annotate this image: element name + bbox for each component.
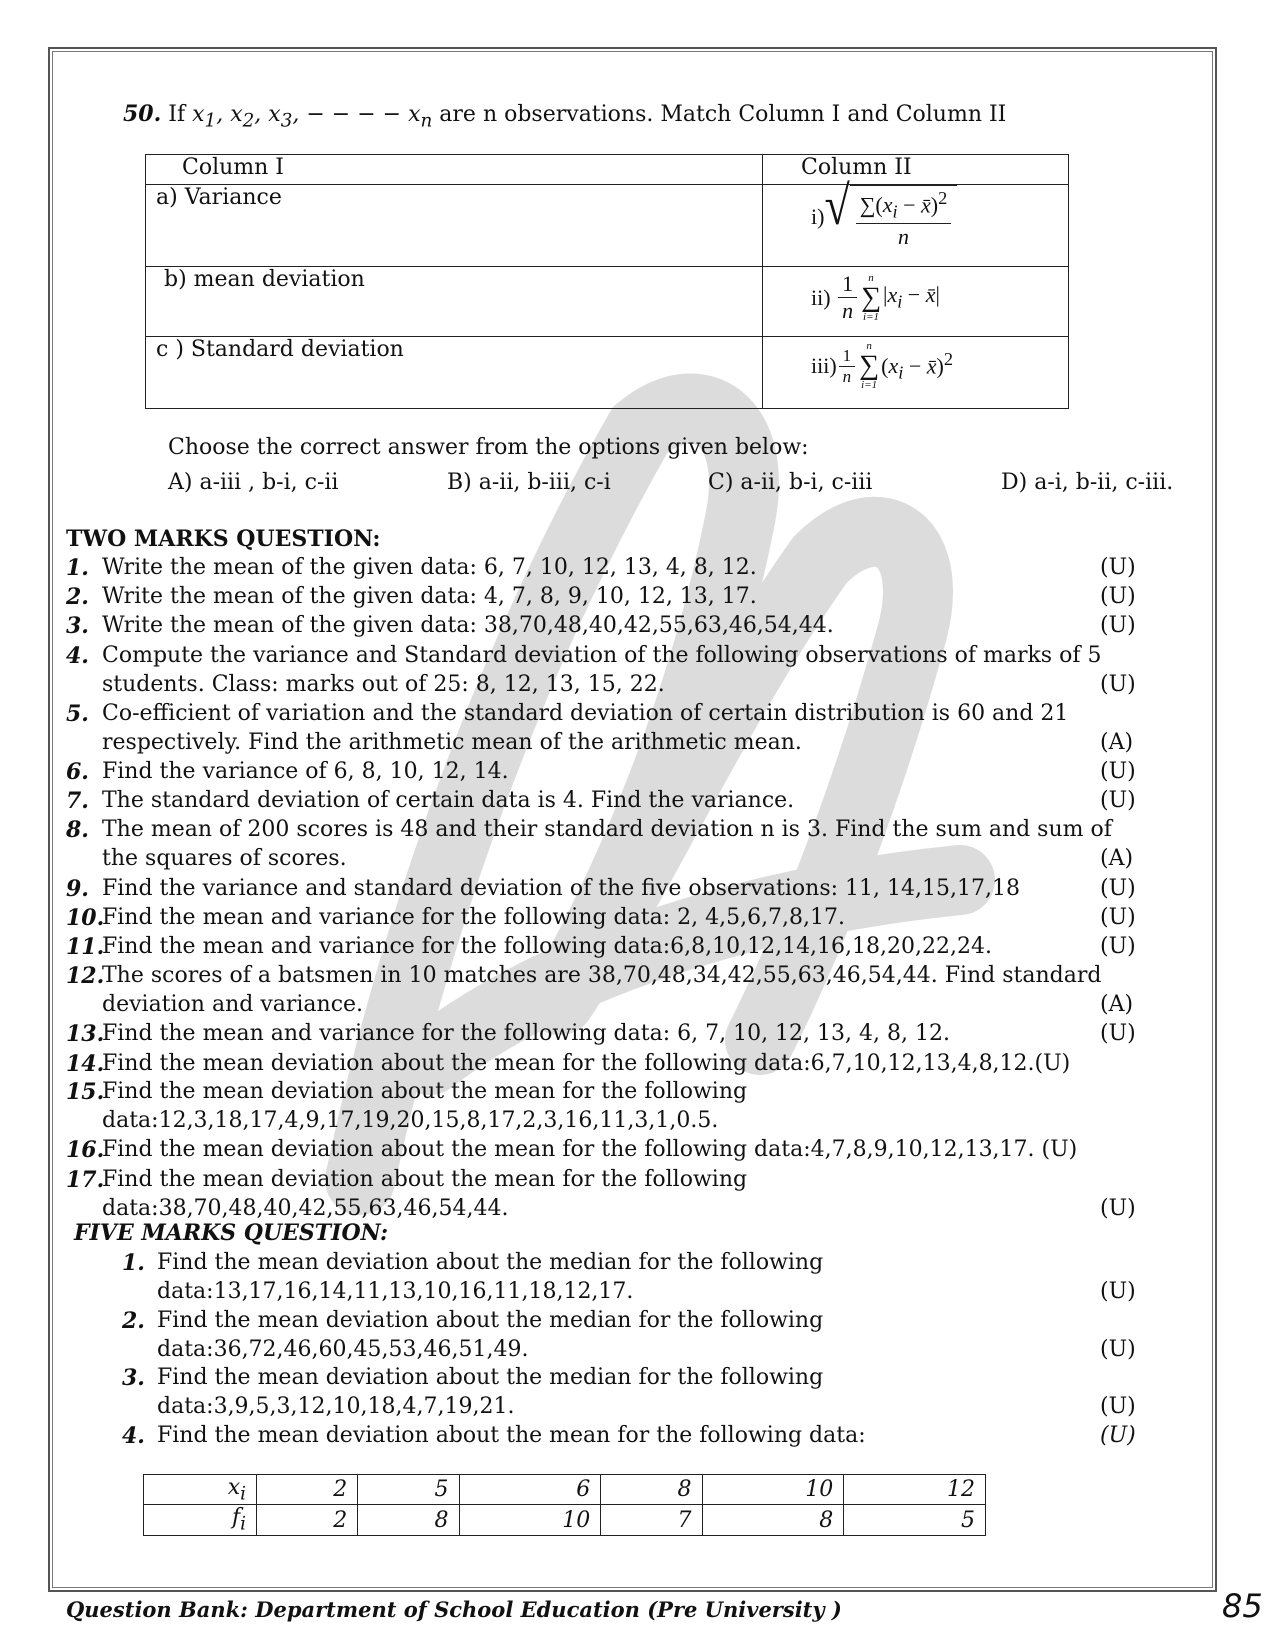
two-marks-question-text: Find the mean deviation about the mean for the following	[102, 1079, 748, 1104]
freq-f-cell: 8	[702, 1505, 844, 1535]
match-table	[145, 154, 1069, 409]
choose-instruction: Choose the correct answer from the options given below:	[168, 435, 809, 460]
five-marks-question-text: Find the mean deviation about the median for the following	[157, 1365, 824, 1390]
two-marks-question-text: Find the variance of 6, 8, 10, 12, 14.	[102, 759, 509, 784]
freq-row-f	[144, 1505, 986, 1535]
two-marks-question-number: 8.	[66, 817, 89, 843]
two-marks-question-mark-badge: (A)	[1100, 846, 1134, 871]
two-marks-question-text: The standard deviation of certain data is 4. Find the variance.	[102, 788, 795, 813]
two-marks-question-mark-badge: (U)	[1100, 613, 1136, 638]
two-marks-question-text: Write the mean of the given data: 4, 7, 8, 9, 10, 12, 13, 17.	[102, 584, 757, 609]
two-marks-question-text: The mean of 200 scores is 48 and their standard deviation n is 3. Find the sum and sum of	[102, 817, 1112, 842]
two-marks-question-mark-badge: (U)	[1100, 584, 1136, 609]
two-marks-question-text: Co-efficient of variation and the standard deviation of certain distribution is 60 and 21	[102, 701, 1069, 726]
two-marks-question-text: The scores of a batsmen in 10 matches are 38,70,48,34,42,55,63,46,54,44. Find standard	[102, 963, 1102, 988]
two-marks-question-number: 9.	[66, 876, 89, 902]
q50-statement	[123, 101, 1006, 131]
two-marks-question-text: Compute the variance and Standard deviation of the following observations of marks of 5	[102, 643, 1102, 668]
five-marks-question-number: 3.	[122, 1365, 145, 1391]
option-a: A) a-iii , b-i, c-ii	[168, 470, 339, 495]
two-marks-question-number: 1.	[66, 555, 89, 581]
row-a-left: a) Variance	[146, 185, 763, 267]
two-marks-question-number: 15.	[66, 1079, 105, 1105]
five-marks-question-number: 4.	[122, 1423, 145, 1449]
row-a-right-label: i)	[811, 204, 825, 230]
two-marks-question-number: 2.	[66, 584, 89, 610]
freq-f-cell: 2	[257, 1505, 358, 1535]
two-marks-question-text: data:38,70,48,40,42,55,63,46,54,44.	[102, 1196, 509, 1221]
two-marks-question-number: 3.	[66, 613, 89, 639]
page-number: 85	[1222, 1587, 1263, 1625]
five-marks-question-text: data:13,17,16,14,11,13,10,16,11,18,12,17.	[157, 1279, 634, 1304]
option-c: C) a-ii, b-i, c-iii	[708, 470, 873, 495]
column-2-header: Column II	[763, 155, 1069, 185]
freq-f-cell: 5	[844, 1505, 986, 1535]
two-marks-question-mark-badge: (U)	[1100, 788, 1136, 813]
match-row-c	[146, 337, 1069, 409]
two-marks-question-text: respectively. Find the arithmetic mean of the arithmetic mean.	[102, 730, 802, 755]
q50-math: $x_1$, $x_2$, $x_3$, − − − − $x_n$	[192, 102, 433, 132]
two-marks-question-number: 12.	[66, 963, 105, 989]
two-marks-question-mark-badge: (A)	[1100, 730, 1134, 755]
five-marks-question-text: Find the mean deviation about the median for the following	[157, 1250, 824, 1275]
two-marks-question-text: Find the mean deviation about the mean for the following	[102, 1167, 748, 1192]
match-row-b	[146, 267, 1069, 337]
freq-row-x	[144, 1475, 986, 1505]
two-marks-question-mark-badge: (U)	[1100, 759, 1136, 784]
row-b-left: b) mean deviation	[146, 267, 763, 337]
two-marks-question-number: 17.	[66, 1167, 105, 1193]
freq-x-cell: 5	[358, 1475, 459, 1505]
freq-f-cell: 7	[601, 1505, 702, 1535]
two-marks-question-text: the squares of scores.	[102, 846, 347, 871]
q50-number: 50.	[123, 101, 162, 127]
two-marks-question-number: 4.	[66, 643, 89, 669]
five-marks-question-text: data:36,72,46,60,45,53,46,51,49.	[157, 1337, 529, 1362]
frequency-table	[143, 1474, 986, 1536]
freq-x-cell: 2	[257, 1475, 358, 1505]
five-marks-question-mark-badge: (U)	[1100, 1279, 1136, 1304]
two-marks-question-mark-badge: (U)	[1100, 555, 1136, 580]
two-marks-question-mark-badge: (U)	[1100, 1196, 1136, 1221]
row-a-right	[763, 174, 1069, 267]
two-marks-question-text: Find the mean deviation about the mean for the following data:6,7,10,12,13,4,8,12.(U)	[102, 1051, 1071, 1076]
two-marks-question-text: Find the mean and variance for the following data: 2, 4,5,6,7,8,17.	[102, 905, 846, 930]
five-marks-question-mark-badge: (U)	[1100, 1337, 1136, 1362]
row-b-right: ii) $\frac{1}{n}$ n ∑ i=1 $|x_i$ − x̄|	[763, 267, 1069, 337]
two-marks-question-text: Find the mean and variance for the following data: 6, 7, 10, 12, 13, 4, 8, 12.	[102, 1021, 950, 1046]
two-marks-question-text: Write the mean of the given data: 38,70,48,40,42,55,63,46,54,44.	[102, 613, 834, 638]
two-marks-question-text: students. Class: marks out of 25: 8, 12, 13, 15, 22.	[102, 672, 665, 697]
two-marks-question-mark-badge: (U)	[1100, 876, 1136, 901]
two-marks-question-mark-badge: (U)	[1100, 934, 1136, 959]
match-table-header	[146, 155, 1069, 185]
match-row-a	[146, 185, 1069, 267]
sqrt-formula: √ $\frac{\sum(x_i - x̄)^2}{n}$	[824, 185, 957, 250]
freq-x-cell: 10	[702, 1475, 844, 1505]
five-marks-question-number: 1.	[122, 1250, 145, 1276]
q50-lead: If	[168, 102, 186, 127]
two-marks-question-number: 5.	[66, 701, 89, 727]
two-marks-question-text: deviation and variance.	[102, 992, 364, 1017]
five-marks-question-text: Find the mean deviation about the median for the following	[157, 1308, 824, 1333]
two-marks-question-text: Find the mean and variance for the following data:6,8,10,12,14,16,18,20,22,24.	[102, 934, 992, 959]
two-marks-question-mark-badge: (U)	[1100, 1021, 1136, 1046]
five-marks-heading: FIVE MARKS QUESTION:	[74, 1220, 389, 1246]
five-marks-question-text: data:3,9,5,3,12,10,18,4,7,19,21.	[157, 1394, 515, 1419]
row-c-right: iii) $\frac{1}{n}$ n ∑ i=1 ($x_i$ − x̄)$^2$	[763, 337, 1069, 409]
five-marks-question-number: 2.	[122, 1308, 145, 1334]
two-marks-question-mark-badge: (A)	[1100, 992, 1134, 1017]
five-marks-question-mark-badge: (U)	[1100, 1423, 1136, 1448]
freq-x-cell: 8	[601, 1475, 702, 1505]
two-marks-question-number: 7.	[66, 788, 89, 814]
q50-text: are n observations. Match Column I and Column II	[439, 102, 1007, 127]
two-marks-question-mark-badge: (U)	[1100, 905, 1136, 930]
column-1-header: Column I	[146, 155, 763, 185]
freq-f-cell: 10	[459, 1505, 601, 1535]
two-marks-question-text: data:12,3,18,17,4,9,17,19,20,15,8,17,2,3,16,11,3,1,0.5.	[102, 1108, 719, 1133]
two-marks-question-text: Write the mean of the given data: 6, 7, 10, 12, 13, 4, 8, 12.	[102, 555, 757, 580]
two-marks-question-text: Find the variance and standard deviation of the five observations: 11, 14,15,17,18	[102, 876, 1020, 901]
two-marks-heading: TWO MARKS QUESTION:	[66, 526, 381, 552]
two-marks-question-mark-badge: (U)	[1100, 672, 1136, 697]
two-marks-question-number: 11.	[66, 934, 105, 960]
two-marks-question-text: Find the mean deviation about the mean for the following data:4,7,8,9,10,12,13,17. (U)	[102, 1137, 1078, 1162]
freq-f-label: $f_i$	[144, 1505, 257, 1535]
option-b: B) a-ii, b-iii, c-i	[447, 470, 611, 495]
row-c-right-label: iii)	[811, 353, 837, 378]
two-marks-question-number: 10.	[66, 905, 105, 931]
two-marks-question-number: 13.	[66, 1021, 105, 1047]
two-marks-question-number: 6.	[66, 759, 89, 785]
freq-x-cell: 6	[459, 1475, 601, 1505]
freq-f-cell: 8	[358, 1505, 459, 1535]
row-b-right-label: ii)	[811, 284, 831, 310]
footer-text: Question Bank: Department of School Education (Pre University )	[66, 1597, 842, 1622]
two-marks-question-number: 16.	[66, 1137, 105, 1163]
freq-x-label: $x_i$	[144, 1475, 257, 1505]
option-d: D) a-i, b-ii, c-iii.	[1001, 470, 1174, 495]
two-marks-question-number: 14.	[66, 1051, 105, 1077]
five-marks-question-mark-badge: (U)	[1100, 1394, 1136, 1419]
row-c-left: c ) Standard deviation	[146, 337, 763, 409]
five-marks-question-text: Find the mean deviation about the mean for the following data:	[157, 1423, 866, 1448]
freq-x-cell: 12	[844, 1475, 986, 1505]
